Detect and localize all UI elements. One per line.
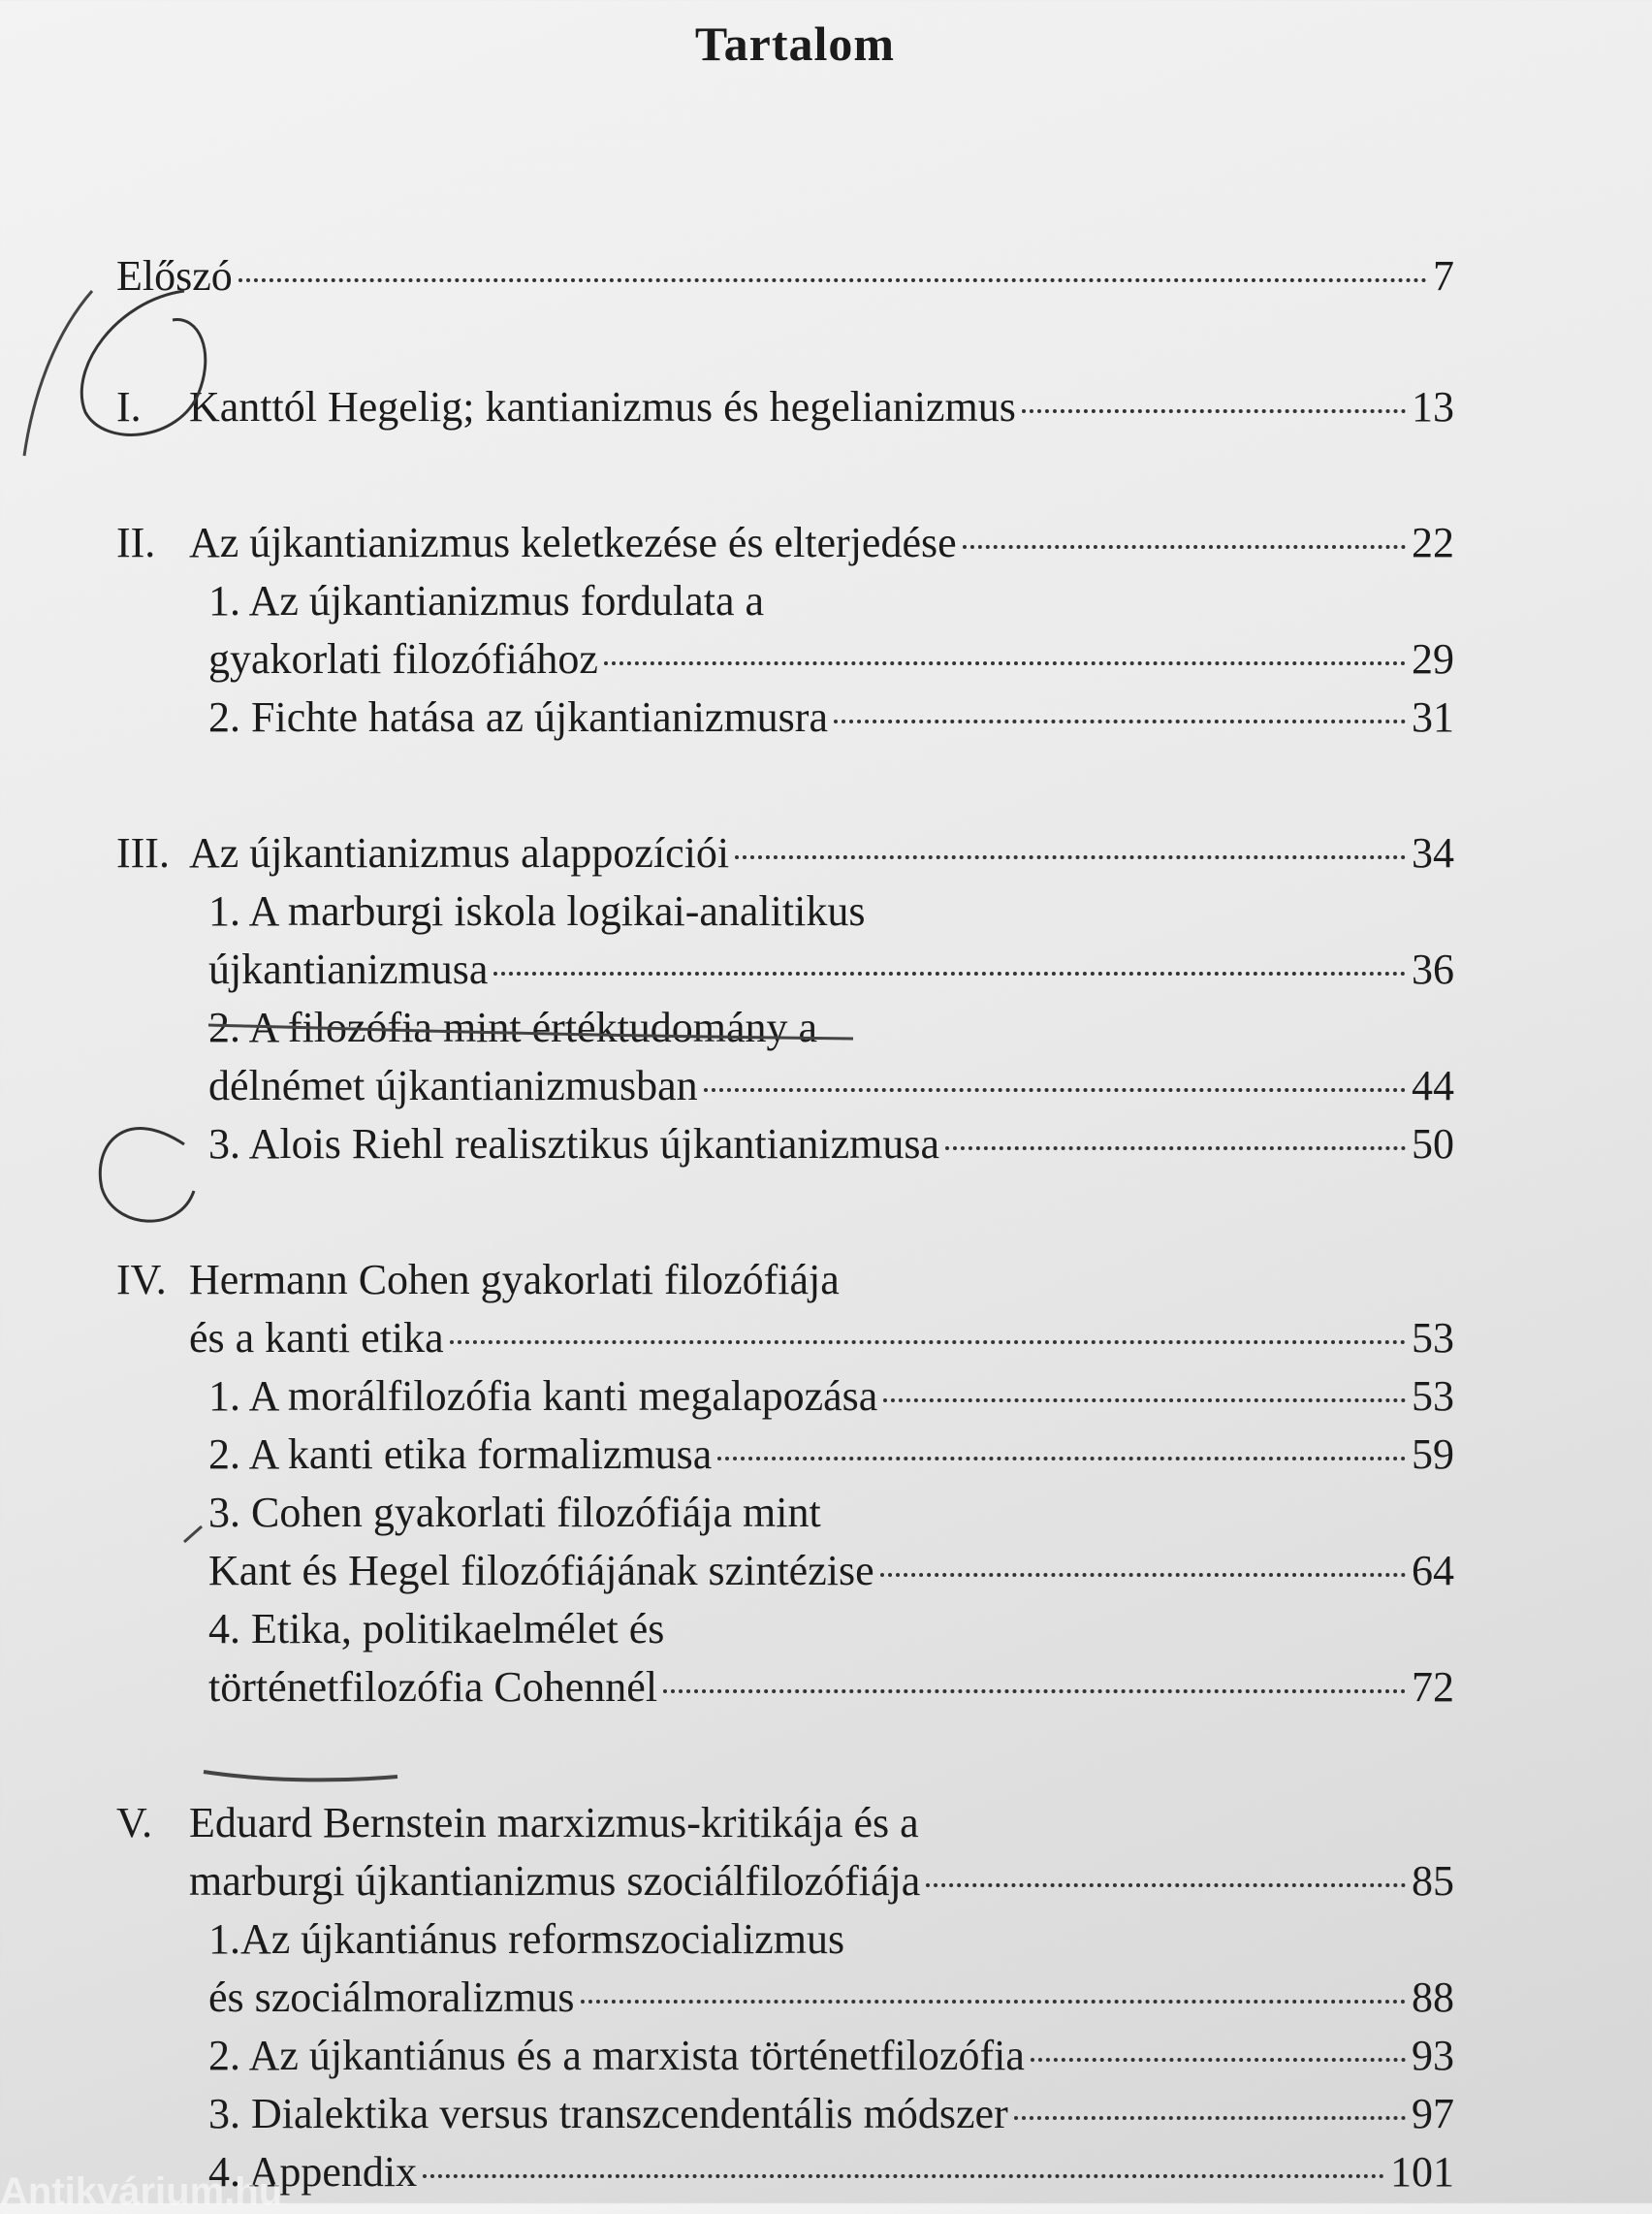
toc-line <box>0 824 1652 882</box>
toc-line <box>0 882 1652 941</box>
entry-text: és a kanti etika <box>189 1314 444 1362</box>
entry-text: délnémet újkantianizmusban <box>208 1062 698 1109</box>
page-number: 31 <box>1412 693 1454 741</box>
toc-line <box>0 1484 1652 1542</box>
dot-leader <box>423 2174 1384 2178</box>
toc-line <box>0 1600 1652 1658</box>
dot-leader <box>1022 409 1406 413</box>
page-number: 7 <box>1433 252 1454 300</box>
page-number: 44 <box>1412 1062 1454 1109</box>
dot-leader <box>945 1146 1406 1150</box>
dot-leader <box>238 278 1427 282</box>
dot-leader <box>450 1340 1406 1344</box>
dot-leader <box>963 545 1406 549</box>
entry-text: 1.Az újkantiánus reformszocializmus <box>208 1915 845 1963</box>
dot-leader <box>926 1883 1406 1887</box>
entry-text: gyakorlati filozófiához <box>208 635 598 683</box>
entry-text: 2. A kanti etika formalizmusa <box>208 1430 713 1478</box>
chapter-number: II. <box>116 519 156 566</box>
page-number: 50 <box>1412 1120 1454 1168</box>
toc-line <box>0 999 1652 1057</box>
toc-leader-line <box>208 689 1454 747</box>
entry-text: 2. A filozófia mint értéktudomány a <box>208 1004 818 1051</box>
toc-leader-line <box>208 1367 1454 1426</box>
toc-line <box>0 1367 1652 1426</box>
toc-leader-line <box>208 2143 1454 2201</box>
dot-leader <box>717 1457 1406 1460</box>
page-number: 29 <box>1412 635 1454 683</box>
entry-text: Kant és Hegel filozófiájának szintézise <box>208 1547 874 1594</box>
page-number: 97 <box>1412 2090 1454 2137</box>
page-number: 101 <box>1390 2148 1454 2196</box>
entry-text: 2. Az újkantiánus és a marxista történetfilozófia <box>208 2032 1025 2079</box>
toc-line <box>0 689 1652 747</box>
entry-text: újkantianizmusa <box>208 946 489 993</box>
toc-leader-line <box>208 941 1454 999</box>
toc-leader-line <box>208 1115 1454 1173</box>
toc-leader-line <box>189 1852 1454 1910</box>
toc-line <box>0 1542 1652 1600</box>
toc-line <box>0 941 1652 999</box>
toc-leader-line <box>208 630 1454 689</box>
page-number: 53 <box>1412 1372 1454 1420</box>
dot-leader <box>883 1398 1406 1402</box>
toc-line <box>0 1426 1652 1484</box>
page-number: 88 <box>1412 1973 1454 2021</box>
entry-text: 4. Etika, politikaelmélet és <box>208 1605 665 1652</box>
page-number: 72 <box>1412 1663 1454 1711</box>
page-number: 13 <box>1412 383 1454 431</box>
page-number: 59 <box>1412 1430 1454 1478</box>
entry-text: Kanttól Hegelig; kantianizmus és hegelianizmus <box>189 383 1016 431</box>
entry-text: és szociálmoralizmus <box>208 1973 575 2021</box>
chapter-number: IV. <box>116 1256 167 1303</box>
page-number: 34 <box>1412 829 1454 877</box>
dot-leader <box>581 2000 1406 2004</box>
toc-line <box>0 1910 1652 1969</box>
dot-leader <box>1031 2058 1406 2062</box>
page-title: Tartalom <box>694 16 896 71</box>
chapter-number: I. <box>116 383 142 431</box>
watermark: Antikvárium.hu <box>0 2170 283 2213</box>
entry-text: Előszó <box>116 252 233 300</box>
toc-line <box>0 630 1652 689</box>
toc-leader-line <box>189 824 1454 882</box>
entry-text: Az újkantianizmus alappozíciói <box>189 829 730 877</box>
toc-line <box>0 1309 1652 1367</box>
dot-leader <box>735 855 1406 859</box>
toc-leader-line <box>189 378 1454 436</box>
entry-text: 1. A morálfilozófia kanti megalapozása <box>208 1372 878 1420</box>
toc-line <box>0 1115 1652 1173</box>
toc-line <box>0 2085 1652 2143</box>
toc-line <box>0 378 1652 436</box>
entry-text: 3. Cohen gyakorlati filozófiája mint <box>208 1489 821 1536</box>
entry-text: marburgi újkantianizmus szociálfilozófiája <box>189 1857 921 1905</box>
page-number: 22 <box>1412 519 1454 566</box>
toc-leader-line <box>208 1426 1454 1484</box>
toc-leader-line <box>208 1542 1454 1600</box>
entry-text: 1. Az újkantianizmus fordulata a <box>208 577 765 625</box>
toc-line <box>0 572 1652 630</box>
toc-line <box>0 514 1652 572</box>
entry-text: Hermann Cohen gyakorlati filozófiája <box>189 1256 840 1303</box>
dot-leader <box>704 1088 1406 1092</box>
dot-leader <box>493 972 1406 976</box>
toc-leader-line <box>208 1969 1454 2027</box>
toc-leader-line <box>116 247 1454 305</box>
page-number: 85 <box>1412 1857 1454 1905</box>
toc-line <box>0 1057 1652 1115</box>
dot-leader <box>880 1573 1406 1577</box>
entry-text: 2. Fichte hatása az újkantianizmusra <box>208 693 828 741</box>
entry-text: Az újkantianizmus keletkezése és elterjedése <box>189 519 957 566</box>
page-number: 64 <box>1412 1547 1454 1594</box>
dot-leader <box>663 1689 1406 1693</box>
entry-text: 3. Dialektika versus transzcendentális módszer <box>208 2090 1008 2137</box>
dot-leader <box>1014 2116 1406 2120</box>
toc-line <box>0 1852 1652 1910</box>
toc-line <box>0 1658 1652 1717</box>
toc-line <box>0 1251 1652 1309</box>
toc-leader-line <box>208 2027 1454 2085</box>
entry-text: 3. Alois Riehl realisztikus újkantianizmusa <box>208 1120 939 1168</box>
chapter-number: V. <box>116 1799 153 1846</box>
entry-text: 4. Appendix <box>208 2148 418 2196</box>
page-number: 36 <box>1412 946 1454 993</box>
toc-line <box>0 1794 1652 1852</box>
toc-leader-line <box>189 514 1454 572</box>
toc-leader-line <box>208 1658 1454 1717</box>
entry-text: történetfilozófia Cohennél <box>208 1663 658 1711</box>
page-number: 53 <box>1412 1314 1454 1362</box>
toc-leader-line <box>208 2085 1454 2143</box>
dot-leader <box>834 720 1406 723</box>
toc-line <box>0 1969 1652 2027</box>
toc-leader-line <box>189 1309 1454 1367</box>
toc-line <box>0 2027 1652 2085</box>
page-number: 93 <box>1412 2032 1454 2079</box>
chapter-number: III. <box>116 829 170 877</box>
entry-text: 1. A marburgi iskola logikai-analitikus <box>208 887 866 935</box>
toc-line <box>0 247 1652 305</box>
toc-leader-line <box>208 1057 1454 1115</box>
entry-text: Eduard Bernstein marxizmus-kritikája és a <box>189 1799 919 1846</box>
dot-leader <box>604 661 1406 665</box>
